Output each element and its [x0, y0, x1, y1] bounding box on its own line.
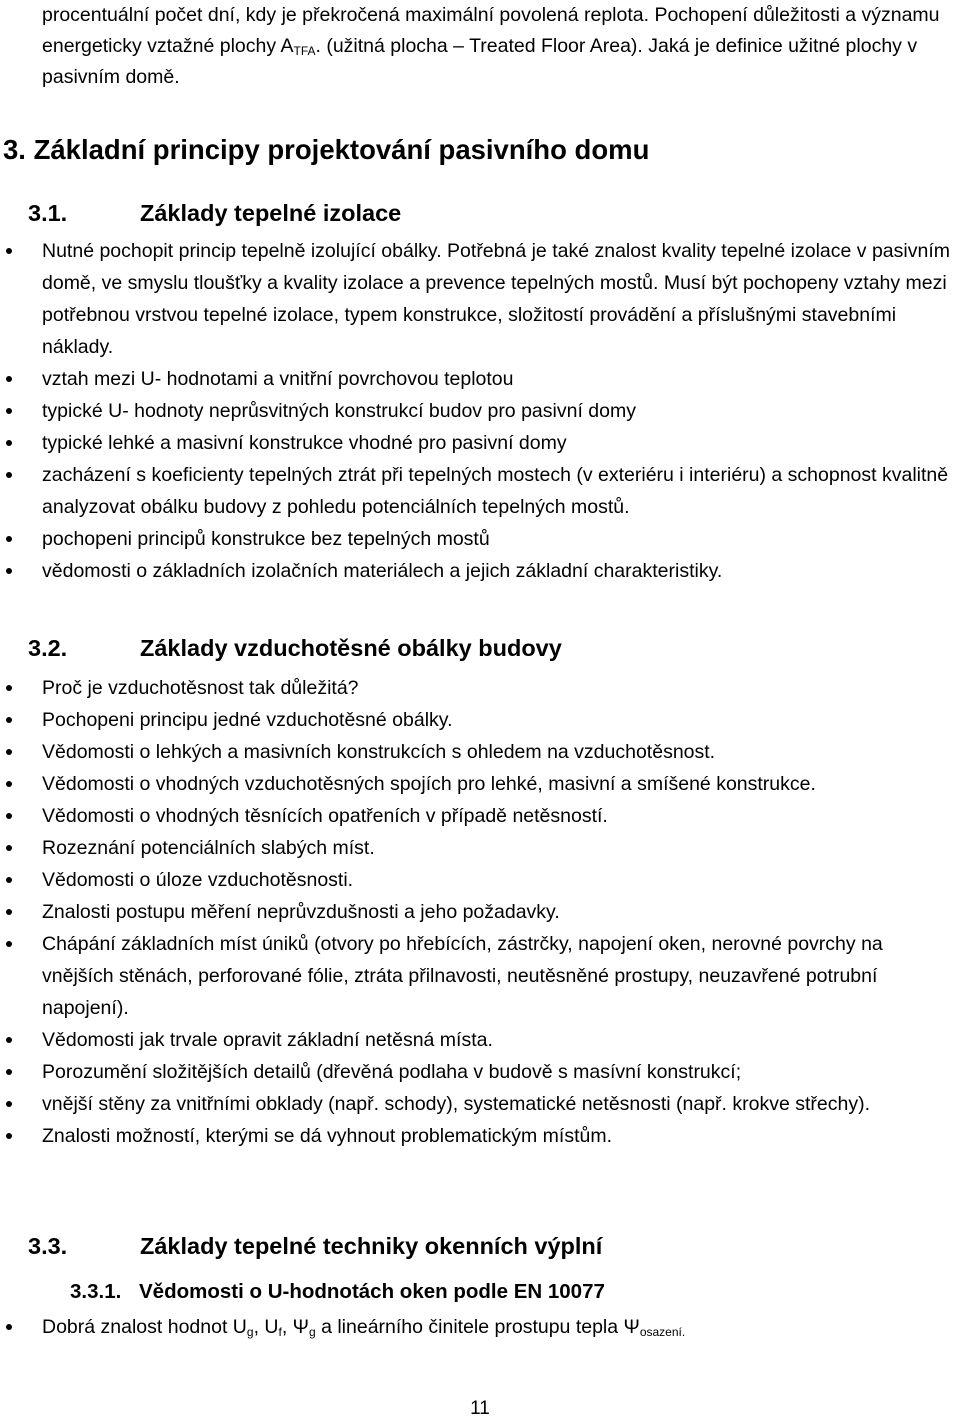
list-item: Znalosti postupu měření neprůvzdušnosti a jeho požadavky.: [0, 896, 952, 928]
section-3-3-1-number: 3.3.1.: [70, 1280, 122, 1303]
section-3-2-heading: [28, 635, 562, 662]
list-item: typické U- hodnoty neprůsvitných konstrukcí budov pro pasivní domy: [0, 395, 952, 427]
intro-paragraph: [42, 0, 952, 93]
list-item: vědomosti o základních izolačních materiálech a jejich základní charakteristiky.: [0, 555, 952, 587]
list-item: Proč je vzduchotěsnost tak důležitá?: [0, 672, 952, 704]
section-3-2-number: 3.2.: [28, 635, 68, 661]
list-item: [0, 1311, 952, 1343]
list-item: Rozeznání potenciálních slabých míst.: [0, 832, 952, 864]
list-item: Vědomosti o lehkých a masivních konstrukcích s ohledem na vzduchotěsnost.: [0, 736, 952, 768]
list-item: Vědomosti o úloze vzduchotěsnosti.: [0, 864, 952, 896]
intro-text-part1: procentuální počet dní, kdy je překročená maximální povolená replota. Pochopení důležitosti a významu energeticky vztažné plochy A: [42, 4, 940, 57]
list-item: Znalosti možností, kterými se dá vyhnout problematickým místům.: [0, 1120, 952, 1152]
list-item: zacházení s koeficienty tepelných ztrát při tepelných mostech (v exteriéru i interiéru) a schopnost kvalitně analyzovat obálku budovy z pohledu potenciálních tepelných mostů.: [0, 459, 952, 523]
section-3-3-heading: [28, 1233, 602, 1260]
intro-text: [42, 0, 952, 93]
section-3-2-title: Základy vzduchotěsné obálky budovy: [140, 635, 562, 661]
item-text: a lineárního činitele prostupu tepla Ψ: [315, 1316, 640, 1338]
section-3-1-list: [0, 235, 952, 587]
section-3-1-heading: [28, 200, 401, 227]
intro-subscript: TFA: [293, 44, 316, 58]
item-text: , U: [253, 1316, 279, 1338]
list-item: Vědomosti o vhodných těsnících opatřeních v případě netěsností.: [0, 800, 952, 832]
list-item: typické lehké a masivní konstrukce vhodné pro pasivní domy: [0, 427, 952, 459]
section-3-heading: 3. Základní principy projektování pasivního domu: [3, 134, 650, 165]
list-item: Chápání základních míst úniků (otvory po hřebících, zástrčky, napojení oken, nerovné povrchy na vnějších stěnách, perforované fólie, ztráta přilnavosti, neutěsněné prostupy, neuzavřené potrubní napojení).: [0, 928, 952, 1024]
item-subscript: osazení.: [639, 1325, 686, 1339]
item-subscript: f: [278, 1325, 282, 1339]
item-text: Dobrá znalost hodnot U: [42, 1316, 247, 1338]
section-3-1-number: 3.1.: [28, 200, 68, 226]
list-item: Porozumění složitějších detailů (dřevěná podlaha v budově s masívní konstrukcí;: [0, 1056, 952, 1088]
section-3-1-title: Základy tepelné izolace: [140, 200, 402, 226]
item-text: , Ψ: [281, 1316, 309, 1338]
item-subscript: g: [308, 1325, 316, 1339]
intro-text-part2: . (užitná plocha – Treated Floor Area). Jaká je definice užitné plochy v pasivním domě.: [42, 35, 918, 88]
section-3-3-title: Základy tepelné techniky okenních výplní: [140, 1233, 603, 1259]
list-item: vztah mezi U- hodnotami a vnitřní povrchovou teplotou: [0, 363, 952, 395]
section-3-3-number: 3.3.: [28, 1233, 68, 1259]
section-3-3-1-heading: [70, 1280, 605, 1304]
list-item: Nutné pochopit princip tepelně izolující obálky. Potřebná je také znalost kvality tepelné izolace v pasivním domě, ve smyslu tloušťky a kvality izolace a prevence tepelných mostů. Musí být pochopeny vztahy mezi potřebnou vrstvou tepelné izolace, typem konstrukce, složitostí provádění a příslušnými stavebními náklady.: [0, 235, 952, 363]
list-item: Vědomosti jak trvale opravit základní netěsná místa.: [0, 1024, 952, 1056]
section-3-2-list: [0, 672, 952, 1152]
section-3-3-1-list: [0, 1311, 952, 1343]
page-number: 11: [470, 1398, 490, 1419]
list-item: Pochopeni principu jedné vzduchotěsné obálky.: [0, 704, 952, 736]
list-item: vnější stěny za vnitřními obklady (např. schody), systematické netěsnosti (např. krokve střechy).: [0, 1088, 952, 1120]
list-item: pochopeni principů konstrukce bez tepelných mostů: [0, 523, 952, 555]
item-subscript: g: [246, 1325, 254, 1339]
list-item: Vědomosti o vhodných vzduchotěsných spojích pro lehké, masivní a smíšené konstrukce.: [0, 768, 952, 800]
section-3-3-1-title: Vědomosti o U-hodnotách oken podle EN 10077: [139, 1280, 605, 1303]
